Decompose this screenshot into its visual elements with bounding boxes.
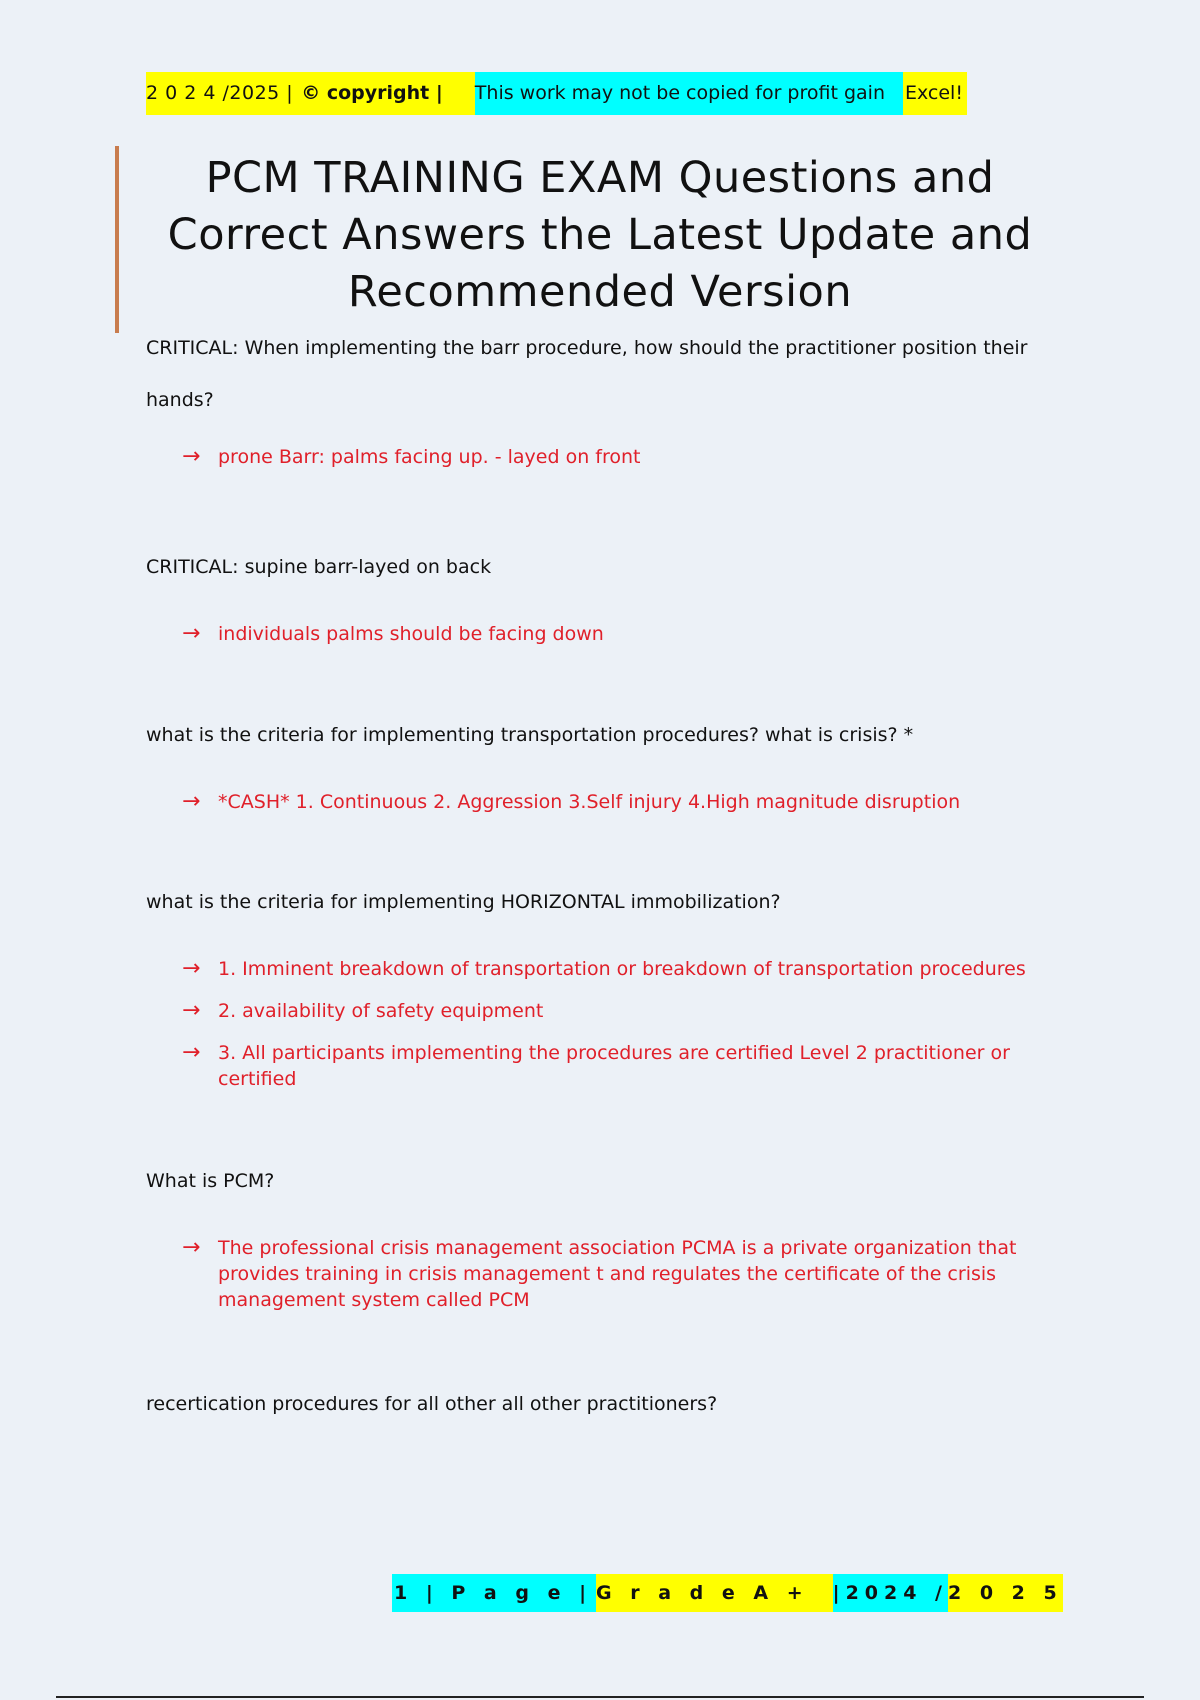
answer-list — [146, 789, 1046, 815]
answer-text: *CASH* 1. Continuous 2. Aggression 3.Self injury 4.High magnitude disruption — [218, 791, 961, 813]
document-title: PCM TRAINING EXAM Questions and Correct Answers the Latest Update and Recommended Version — [167, 153, 1033, 317]
question: CRITICAL: When implementing the barr procedure, how should the practitioner position their hands? — [146, 337, 1028, 411]
footer-year-start: |2024 / — [833, 1574, 948, 1612]
answer-text: prone Barr: palms facing up. - layed on front — [218, 446, 641, 468]
answer — [146, 956, 1046, 982]
answer-list — [146, 956, 1046, 1092]
footer-grade: G r a d e A + — [596, 1574, 833, 1612]
answer-text: 1. Imminent breakdown of transportation or breakdown of transportation procedures — [218, 958, 1026, 980]
arrow-right-icon: → — [182, 998, 201, 1023]
answer — [146, 1040, 1046, 1092]
arrow-right-icon: → — [182, 444, 201, 469]
qa-item — [146, 322, 1046, 486]
question: what is the criteria for implementing HORIZONTAL immobilization? — [146, 891, 781, 913]
title-accent-bar — [115, 146, 119, 333]
qa-item — [146, 1155, 1046, 1329]
header-year: 2 0 2 4 /2025 | — [146, 72, 297, 115]
answer-text: 2. availability of safety equipment — [218, 1000, 544, 1022]
arrow-right-icon: → — [182, 956, 201, 981]
arrow-right-icon: → — [182, 789, 201, 814]
question: what is the criteria for implementing transportation procedures? what is crisis? * — [146, 724, 914, 746]
qa-item — [146, 876, 1046, 1108]
arrow-right-icon: → — [182, 1235, 201, 1260]
footer-page-number: 1 | P a g e | — [392, 1574, 596, 1612]
header-notice: This work may not be copied for profit gain — [475, 72, 903, 115]
question: recertication procedures for all other all other practitioners? — [146, 1393, 718, 1415]
qa-item — [146, 541, 1046, 663]
answer-text: The professional crisis management association PCMA is a private organization that provides training in crisis management t and regulates the certificate of the crisis management system called PCM — [218, 1237, 1017, 1311]
header-copyright: © copyright | — [297, 72, 475, 115]
answer-list — [146, 444, 1046, 470]
answer — [146, 789, 1046, 815]
qa-item — [146, 1378, 1046, 1430]
page-footer — [392, 1574, 1063, 1612]
answer-list — [146, 621, 1046, 647]
answer-list — [146, 1235, 1046, 1313]
header-strip — [146, 72, 967, 115]
question: CRITICAL: supine barr-layed on back — [146, 556, 492, 578]
arrow-right-icon: → — [182, 621, 201, 646]
footer-year-end: 2 0 2 5 — [948, 1574, 1063, 1612]
answer-text: 3. All participants implementing the procedures are certified Level 2 practitioner or certified — [218, 1042, 1010, 1090]
qa-item — [146, 709, 1046, 831]
bottom-divider — [56, 1696, 1144, 1698]
answer — [146, 444, 1046, 470]
question: What is PCM? — [146, 1170, 275, 1192]
arrow-right-icon: → — [182, 1040, 201, 1065]
answer-text: individuals palms should be facing down — [218, 623, 604, 645]
header-excel: Excel! — [903, 72, 967, 115]
answer — [146, 621, 1046, 647]
answer — [146, 1235, 1046, 1313]
answer — [146, 998, 1046, 1024]
